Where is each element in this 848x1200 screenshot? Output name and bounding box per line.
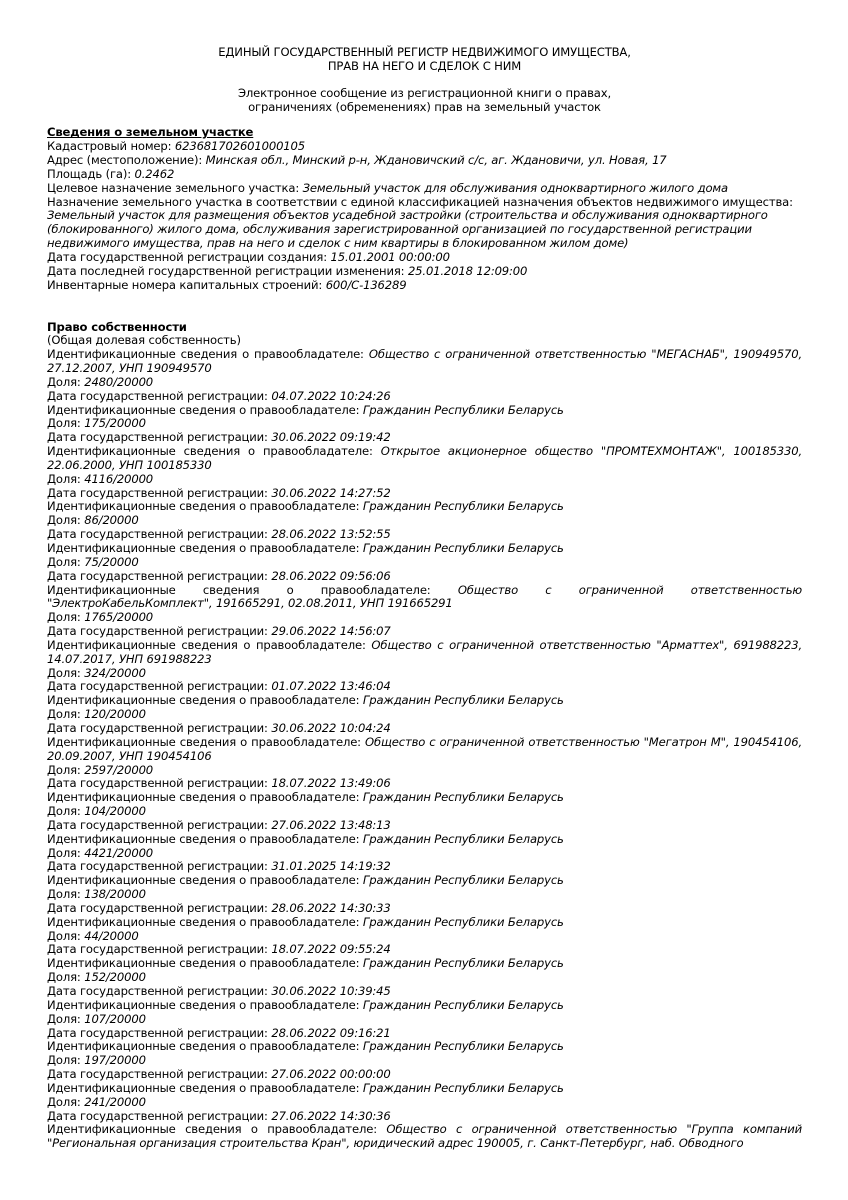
share-label: Доля: bbox=[47, 554, 85, 569]
date-row bbox=[47, 819, 802, 833]
share-row bbox=[47, 805, 802, 819]
share-row bbox=[47, 1054, 802, 1068]
ownership-section bbox=[47, 321, 802, 1152]
changed-label: Дата последней государственной регистрации изменения: bbox=[47, 263, 408, 278]
date-label: Дата государственной регистрации: bbox=[47, 942, 272, 957]
date-label: Дата государственной регистрации: bbox=[47, 485, 272, 500]
holder-value: Гражданин Республики Беларусь bbox=[362, 541, 564, 555]
date-label: Дата государственной регистрации: bbox=[47, 624, 272, 639]
share-label: Доля: bbox=[47, 610, 85, 625]
share-row bbox=[47, 473, 802, 487]
changed-row bbox=[47, 265, 802, 279]
ownership-entry bbox=[47, 736, 802, 791]
class-value-text: Земельный участок для размещения объектов усадебной застройки (строительства и обслуживания одноквартирного (блокированного) жилого дома, обслуживания зарегистрированной организацией по государственной регистрации недвижимого имущества, прав на него и сделок с ним квартиры в блокированном жилом доме) bbox=[47, 208, 768, 251]
share-value: 86/20000 bbox=[84, 513, 139, 528]
share-value: 75/20000 bbox=[84, 554, 139, 569]
land-section bbox=[47, 126, 802, 292]
cadastral-label: Кадастровый номер: bbox=[47, 139, 175, 154]
share-value: 138/20000 bbox=[84, 887, 146, 902]
holder-row bbox=[47, 791, 802, 805]
purpose-row bbox=[47, 182, 802, 196]
date-row bbox=[47, 487, 802, 501]
holder-label: Идентификационные сведения о правообладателе: bbox=[47, 541, 363, 555]
share-row bbox=[47, 971, 802, 985]
holder-value: Общество с ограниченной ответственностью "Арматтех", 691988223, 14.07.2017, УНП 691988223 bbox=[47, 637, 802, 666]
ownership-entry bbox=[47, 916, 802, 958]
ownership-entry bbox=[47, 1040, 802, 1082]
holder-label: Идентификационные сведения о правообладателе: bbox=[47, 1080, 363, 1095]
ownership-entry bbox=[47, 957, 802, 999]
date-value: 28.06.2022 09:56:06 bbox=[271, 568, 391, 583]
holder-value: Открытое акционерное общество "ПРОМТЕХМОНТАЖ", 100185330, 22.06.2000, УНП 100185330 bbox=[47, 444, 802, 472]
share-row bbox=[47, 417, 802, 431]
share-label: Доля: bbox=[47, 762, 85, 777]
cadastral-row bbox=[47, 140, 802, 154]
share-row bbox=[47, 708, 802, 722]
date-value: 18.07.2022 09:55:24 bbox=[271, 942, 391, 957]
holder-label: Идентификационные сведения о правообладателе: bbox=[47, 693, 363, 708]
holder-row bbox=[47, 957, 802, 971]
holder-label: Идентификационные сведения о правообладателе: bbox=[47, 873, 363, 888]
date-label: Дата государственной регистрации: bbox=[47, 984, 272, 998]
holder-row bbox=[47, 694, 802, 708]
date-label: Дата государственной регистрации: bbox=[47, 900, 272, 915]
share-row bbox=[47, 556, 802, 570]
holder-label: Идентификационные сведения о правообладателе: bbox=[47, 831, 363, 846]
date-value: 28.06.2022 13:52:55 bbox=[271, 527, 391, 542]
share-value: 4116/20000 bbox=[84, 471, 154, 486]
holder-value: Гражданин Республики Беларусь bbox=[362, 1080, 564, 1095]
holder-label: Идентификационные сведения о правообладателе: bbox=[47, 997, 363, 1012]
holder-label: Идентификационные сведения о правообладателе: bbox=[47, 582, 458, 597]
holder-label: Идентификационные сведения о правообладателе: bbox=[47, 790, 363, 805]
holder-value: Гражданин Республики Беларусь bbox=[362, 402, 564, 417]
share-label: Доля: bbox=[47, 928, 85, 943]
share-label: Доля: bbox=[47, 1011, 85, 1026]
ownership-entry bbox=[47, 999, 802, 1041]
date-value: 29.06.2022 14:56:07 bbox=[271, 624, 391, 639]
class-label: Назначение земельного участка в соответствии с единой классификацией назначения объектов недвижимого имущества: bbox=[47, 194, 793, 209]
date-row bbox=[47, 943, 802, 957]
holder-value: Общество с ограниченной ответственностью "Группа компаний "Региональная организация строительства Кран", юридический адрес 190005, г. Санкт-Петербург, наб. Обводного bbox=[47, 1122, 802, 1151]
date-label: Дата государственной регистрации: bbox=[47, 568, 272, 583]
share-value: 324/20000 bbox=[84, 665, 146, 680]
holder-label: Идентификационные сведения о правообладателе: bbox=[47, 347, 369, 362]
holder-label: Идентификационные сведения о правообладателе: bbox=[47, 1039, 363, 1054]
ownership-entry bbox=[47, 874, 802, 916]
share-label: Доля: bbox=[47, 845, 85, 860]
holder-row bbox=[47, 542, 802, 556]
share-row bbox=[47, 888, 802, 902]
date-label: Дата государственной регистрации: bbox=[47, 430, 272, 445]
share-row bbox=[47, 847, 802, 861]
date-label: Дата государственной регистрации: bbox=[47, 859, 272, 874]
holder-row bbox=[47, 639, 802, 667]
share-label: Доля: bbox=[47, 471, 85, 486]
holder-row bbox=[47, 736, 802, 764]
share-label: Доля: bbox=[47, 416, 85, 431]
date-row bbox=[47, 390, 802, 404]
holder-value: Гражданин Республики Беларусь bbox=[362, 790, 564, 805]
holder-row bbox=[47, 1040, 802, 1054]
share-value: 2597/20000 bbox=[84, 762, 154, 777]
document-header bbox=[47, 0, 802, 114]
holder-row bbox=[47, 916, 802, 930]
date-value: 28.06.2022 09:16:21 bbox=[271, 1025, 391, 1040]
holder-value: Гражданин Республики Беларусь bbox=[362, 914, 564, 929]
ownership-entry bbox=[47, 542, 802, 584]
date-value: 27.06.2022 00:00:00 bbox=[271, 1067, 391, 1082]
date-value: 18.07.2022 13:49:06 bbox=[271, 776, 391, 791]
share-row bbox=[47, 930, 802, 944]
area-value: 0.2462 bbox=[134, 166, 175, 181]
share-value: 104/20000 bbox=[84, 804, 146, 819]
date-value: 30.06.2022 14:27:52 bbox=[271, 485, 391, 500]
date-row bbox=[47, 985, 802, 999]
date-value: 30.06.2022 09:19:42 bbox=[271, 430, 391, 445]
date-label: Дата государственной регистрации: bbox=[47, 720, 272, 735]
ownership-entry bbox=[47, 1082, 802, 1124]
subtitle bbox=[47, 87, 802, 115]
ownership-entry bbox=[47, 833, 802, 875]
date-label: Дата государственной регистрации: bbox=[47, 776, 272, 791]
share-value: 4421/20000 bbox=[84, 845, 154, 860]
share-value: 197/20000 bbox=[84, 1053, 146, 1068]
share-label: Доля: bbox=[47, 707, 85, 722]
ownership-type: (Общая долевая собственность) bbox=[47, 333, 241, 348]
holder-label: Идентификационные сведения о правообладателе: bbox=[47, 499, 363, 514]
date-row bbox=[47, 625, 802, 639]
date-value: 27.06.2022 14:30:36 bbox=[271, 1108, 391, 1123]
address-value: Минская обл., Минский р-н, Ждановичский с/с, аг. Ждановичи, ул. Новая, 17 bbox=[205, 153, 667, 168]
share-value: 241/20000 bbox=[84, 1094, 146, 1109]
date-row bbox=[47, 528, 802, 542]
date-label: Дата государственной регистрации: bbox=[47, 679, 272, 694]
holder-value: Гражданин Республики Беларусь bbox=[362, 499, 564, 514]
ownership-entry bbox=[47, 500, 802, 542]
inventory-row bbox=[47, 279, 802, 293]
date-value: 31.01.2025 14:19:32 bbox=[271, 859, 391, 874]
date-label: Дата государственной регистрации: bbox=[47, 1067, 272, 1082]
date-label: Дата государственной регистрации: bbox=[47, 817, 272, 832]
share-value: 2480/20000 bbox=[84, 374, 154, 389]
holder-label: Идентификационные сведения о правообладателе: bbox=[47, 956, 363, 971]
inventory-label: Инвентарные номера капитальных строений: bbox=[47, 277, 326, 292]
holder-value: Гражданин Республики Беларусь bbox=[362, 693, 564, 708]
holder-value: Гражданин Республики Беларусь bbox=[362, 831, 564, 846]
last-holder-row bbox=[47, 1123, 802, 1151]
holder-value: Общество с ограниченной ответственностью "Мегатрон М", 190454106, 20.09.2007, УНП 190454106 bbox=[47, 734, 802, 763]
share-value: 120/20000 bbox=[84, 707, 146, 722]
holder-row bbox=[47, 500, 802, 514]
share-row bbox=[47, 514, 802, 528]
date-label: Дата государственной регистрации: bbox=[47, 527, 272, 542]
holder-row bbox=[47, 833, 802, 847]
title-line-2: ПРАВ НА НЕГО И СДЕЛОК С НИМ bbox=[327, 58, 522, 73]
holder-value: Гражданин Республики Беларусь bbox=[362, 997, 564, 1012]
holder-row bbox=[47, 404, 802, 418]
holder-value: Гражданин Республики Беларусь bbox=[362, 1039, 564, 1054]
holder-row bbox=[47, 584, 802, 612]
share-label: Доля: bbox=[47, 804, 85, 819]
holder-label: Идентификационные сведения о правообладателе: bbox=[47, 444, 381, 459]
ownership-entry bbox=[47, 584, 802, 639]
ownership-entry bbox=[47, 694, 802, 736]
share-row bbox=[47, 1096, 802, 1110]
title-line-1: ЕДИНЫЙ ГОСУДАРСТВЕННЫЙ РЕГИСТР НЕДВИЖИМОГО ИМУЩЕСТВА, bbox=[218, 45, 631, 59]
share-value: 152/20000 bbox=[84, 970, 146, 985]
share-label: Доля: bbox=[47, 970, 85, 985]
ownership-entry bbox=[47, 404, 802, 446]
date-value: 04.07.2022 10:24:26 bbox=[271, 388, 391, 403]
date-row bbox=[47, 777, 802, 791]
date-value: 30.06.2022 10:39:45 bbox=[271, 984, 391, 998]
date-label: Дата государственной регистрации: bbox=[47, 1025, 272, 1040]
date-row bbox=[47, 1110, 802, 1124]
share-value: 1765/20000 bbox=[84, 610, 154, 625]
holder-row bbox=[47, 348, 802, 376]
share-label: Доля: bbox=[47, 1053, 85, 1068]
area-label: Площадь (га): bbox=[47, 166, 135, 181]
purpose-value: Земельный участок для обслуживания одноквартирного жилого дома bbox=[302, 180, 728, 195]
class-value bbox=[47, 209, 802, 251]
share-label: Доля: bbox=[47, 887, 85, 902]
cadastral-value: 623681702601000105 bbox=[174, 139, 305, 154]
ownership-entry bbox=[47, 445, 802, 500]
subtitle-line-1: Электронное сообщение из регистрационной книги о правах, bbox=[237, 85, 612, 100]
holder-label: Идентификационные сведения о правообладателе: bbox=[47, 637, 372, 652]
holder-row bbox=[47, 999, 802, 1013]
date-row bbox=[47, 722, 802, 736]
changed-value: 25.01.2018 12:09:00 bbox=[407, 263, 528, 278]
land-heading: Сведения о земельном участке bbox=[47, 125, 254, 140]
holder-label: Идентификационные сведения о правообладателе: bbox=[47, 402, 363, 417]
holder-value: Общество с ограниченной ответственностью "МЕГАСНАБ", 190949570, 27.12.2007, УНП 190949570 bbox=[47, 347, 802, 376]
holder-row bbox=[47, 1082, 802, 1096]
subtitle-line-2: ограничениях (обременениях) прав на земельный участок bbox=[248, 99, 601, 114]
holder-label: Идентификационные сведения о правообладателе: bbox=[47, 734, 366, 749]
holder-value: Гражданин Республики Беларусь bbox=[362, 956, 564, 971]
date-value: 27.06.2022 13:48:13 bbox=[271, 817, 391, 832]
share-label: Доля: bbox=[47, 1094, 85, 1109]
holder-label: Идентификационные сведения о правообладателе: bbox=[47, 1122, 387, 1137]
inventory-value: 600/C-136289 bbox=[325, 277, 407, 292]
date-row bbox=[47, 1027, 802, 1041]
ownership-entries bbox=[47, 348, 802, 1123]
date-label: Дата государственной регистрации: bbox=[47, 388, 272, 403]
ownership-heading: Право собственности bbox=[47, 319, 187, 334]
date-row bbox=[47, 570, 802, 584]
share-row bbox=[47, 667, 802, 681]
share-row bbox=[47, 1013, 802, 1027]
date-row bbox=[47, 1068, 802, 1082]
share-row bbox=[47, 376, 802, 390]
created-label: Дата государственной регистрации создания: bbox=[47, 249, 331, 264]
holder-row bbox=[47, 874, 802, 888]
share-row bbox=[47, 764, 802, 778]
share-label: Доля: bbox=[47, 513, 85, 528]
ownership-entry bbox=[47, 639, 802, 694]
date-row bbox=[47, 680, 802, 694]
purpose-label: Целевое назначение земельного участка: bbox=[47, 180, 303, 195]
area-row bbox=[47, 168, 802, 182]
date-label: Дата государственной регистрации: bbox=[47, 1108, 272, 1123]
holder-value: Общество с ограниченной ответственностью "ЭлектроКабельКомплект", 191665291, 02.08.2011, УНП 191665291 bbox=[47, 582, 802, 611]
holder-row bbox=[47, 445, 802, 473]
date-row bbox=[47, 431, 802, 445]
ownership-entry bbox=[47, 791, 802, 833]
share-value: 44/20000 bbox=[84, 928, 139, 943]
ownership-entry bbox=[47, 348, 802, 403]
address-label: Адрес (местоположение): bbox=[47, 153, 206, 168]
date-value: 28.06.2022 14:30:33 bbox=[271, 900, 391, 915]
holder-value: Гражданин Республики Беларусь bbox=[362, 873, 564, 888]
date-value: 01.07.2022 13:46:04 bbox=[271, 679, 391, 694]
share-label: Доля: bbox=[47, 374, 85, 389]
share-label: Доля: bbox=[47, 665, 85, 680]
address-row bbox=[47, 154, 802, 168]
created-row bbox=[47, 251, 802, 265]
date-value: 30.06.2022 10:04:24 bbox=[271, 720, 391, 735]
created-value: 15.01.2001 00:00:00 bbox=[330, 249, 450, 264]
holder-label: Идентификационные сведения о правообладателе: bbox=[47, 914, 363, 929]
share-row bbox=[47, 611, 802, 625]
date-row bbox=[47, 860, 802, 874]
date-row bbox=[47, 902, 802, 916]
share-value: 175/20000 bbox=[84, 416, 146, 431]
share-value: 107/20000 bbox=[84, 1011, 146, 1026]
